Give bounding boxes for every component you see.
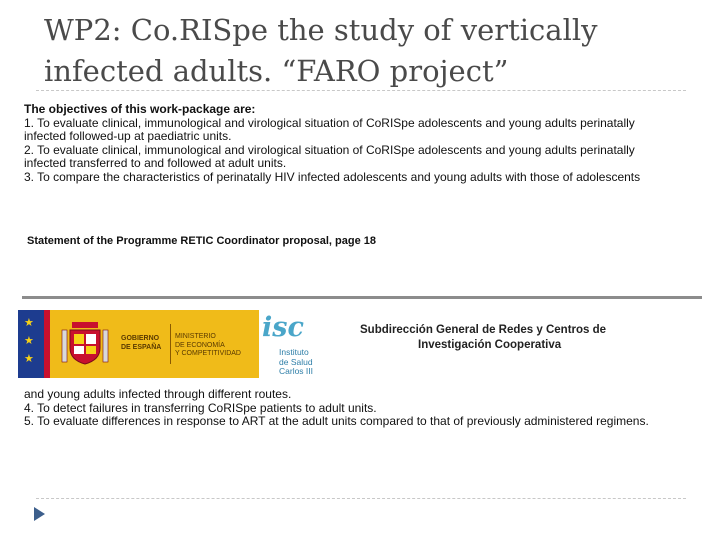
ministerio-text — [175, 333, 241, 359]
objective-line: infected transferred to and followed at adult units. — [24, 157, 287, 170]
objective-line: 1. To evaluate clinical, immunological and virological situation of CoRISpe adolescents and young adults perinatally — [24, 116, 635, 130]
objective-line: infected followed-up at paediatric units. — [24, 130, 232, 143]
isc-name-line: Carlos III — [279, 366, 314, 376]
objective-line: 2. To evaluate clinical, immunological and virological situation of CoRISpe adolescents and young adults perinatally — [24, 143, 635, 157]
isc-name-line: de Salud — [279, 356, 313, 367]
coat-of-arms-icon — [58, 316, 112, 370]
divider-bottom — [36, 498, 686, 499]
subdireccion-line: Investigación Cooperativa — [418, 339, 562, 351]
gobierno-line: DE ESPAÑA — [121, 343, 162, 351]
continuation-line: 4. To detect failures in transferring CoRISpe patients to adult units. — [24, 401, 377, 415]
title-line-1: WP2: Co.RISpe the study of vertically — [44, 13, 598, 47]
continuation-line: 5. To evaluate differences in response to ART at the adult units compared to that of previously administered regimens. — [24, 415, 649, 428]
isc-name-line: Instituto — [279, 347, 309, 357]
flag-strip — [44, 310, 50, 378]
continuation-line: and young adults infected through different routes. — [24, 388, 292, 401]
objective-line: 3. To compare the characteristics of perinatally HIV infected adolescents and young adults with those of adolescents — [24, 170, 641, 184]
divider-top — [36, 90, 686, 91]
objectives-block — [24, 103, 714, 184]
gobierno-text — [121, 335, 161, 352]
gobierno-line: GOBIERNO — [121, 335, 160, 342]
continuation-block — [24, 388, 714, 429]
separator-rule — [22, 296, 702, 299]
ministerio-line: Y COMPETITIVIDAD — [175, 350, 241, 357]
title-line-2: infected adults. “FARO project” — [44, 54, 509, 88]
subdireccion-line: Subdirección General de Redes y Centros de — [360, 324, 607, 336]
statement-caption: Statement of the Programme RETIC Coordinator proposal, page 18 — [27, 235, 376, 247]
isc-name — [279, 348, 313, 377]
logo-divider — [170, 324, 171, 364]
isciii-logo — [262, 312, 322, 378]
next-slide-arrow-icon[interactable] — [34, 507, 45, 521]
ministerio-line: MINISTERIO — [175, 333, 216, 340]
objectives-heading: The objectives of this work-package are: — [24, 103, 256, 116]
eu-flag-icon: ★ ★ ★ — [18, 310, 44, 378]
gobierno-logo-bar — [18, 310, 259, 378]
isc-letters: isc — [262, 312, 304, 343]
subdireccion-heading — [360, 323, 606, 353]
ministerio-line: DE ECONOMÍA — [175, 341, 225, 349]
slide-title — [44, 10, 704, 92]
